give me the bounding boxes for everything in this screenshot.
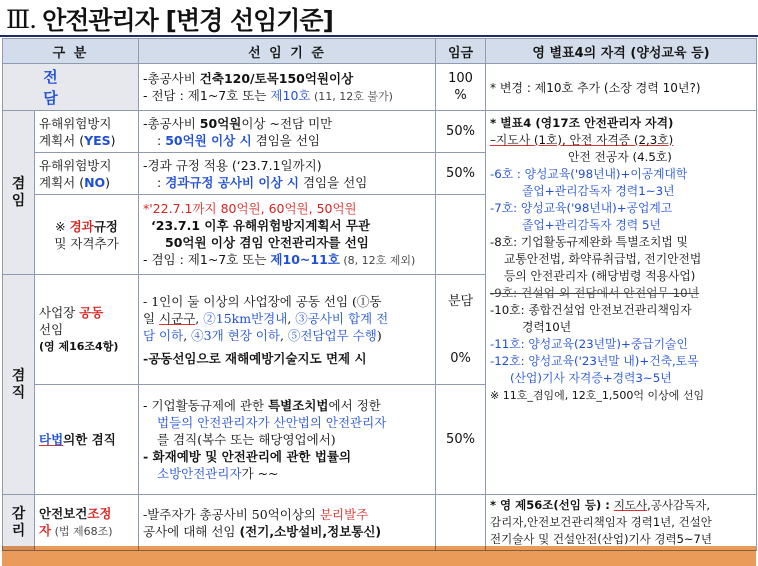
row-supervisor xyxy=(3,495,757,551)
header-category: 구 분 xyxy=(3,39,139,64)
title-text: 안전관리자 [변경 선임기준] xyxy=(42,6,333,35)
criteria-special-law: - 기업활동규제에 관한 특별조치법에서 정한 법들의 안전관리자가 산안법의 안전관리자 를 겸직(복수 또는 해당영업에서) - 화재예방 및 안전관리에 관한 법률의 소방안전관리자가 ~~ xyxy=(139,385,436,495)
header-criteria: 선 임 기 준 xyxy=(139,39,436,64)
label-plan-yes: 유해위험방지 계획서 (YES) xyxy=(35,111,139,153)
criteria-supervisor: -발주자가 총공사비 50억이상의 분리발주 공사에 대해 선임 (전기,소방설비,정보통신) xyxy=(139,495,436,551)
qual-big: * 별표4 (영17조 안전관리자 자격) –지도사 (1호), 안전 자격증 (2,3호) 안전 전공자 (4.5호) -6호 : 양성교육('98년내)+이공계대학 졸업+관리감독자 경력1~3년 -7호: 양성교육('98년내)+공업계고 졸업+관리감독자 경력 5년 -8호: 기업활동규제완화 특별조치법 및 교통안전법, 화약류취급법, 전기안전법 등의 안전관리자 (해당범령 적용사업) -9호: 건설업 외 전담에서 안전업무 10년 -10호: 종합건설업 안전보건관리책임자 경력10년 -11호: 양성교육(23년말)+중급기술인 -12호: 양성교육('23년말 내)+건축,토목 (산업)기사 자격증+경력3~5년 ※ 11호_겸임에, 12호_1,500억 이상에 선임 xyxy=(486,111,757,495)
category-dual: 겸 직 xyxy=(3,275,35,495)
criteria-table xyxy=(2,38,757,551)
wage-plan-yes: 50% xyxy=(436,111,486,153)
row-dedicated xyxy=(3,64,757,111)
row-plan-yes xyxy=(3,111,757,153)
criteria-joint: - 1인이 둘 이상의 사업장에 공동 선임 (①동 일 시군구, ②15km반경내, ③공사비 합계 전 담 이하, ④3개 현장 이하, ⑤전담업무 수행) -공동선임으로 재해예방기술지도 면제 시 xyxy=(139,275,436,385)
label-special-law: 타법의한 겸직 xyxy=(35,385,139,495)
qual-supervisor: * 영 제56조(선임 등) : 지도사,공사감독자, 감리자,안전보건관리책임자 경력1년, 건설안 전기술사 및 건설안전(산업)기사 경력5~7년 xyxy=(486,495,757,551)
label-plan-no: 유해위험방지 계획서 (NO) xyxy=(35,153,139,195)
category-dedicated: 전 담 xyxy=(3,64,139,111)
title-underline xyxy=(0,35,758,37)
wage-special-law: 50% xyxy=(436,385,486,495)
label-supervisor: 안전보건조정 자 (법 제68조) xyxy=(35,495,139,551)
category-concurrent: 겸 임 xyxy=(3,111,35,275)
header-wage: 임금 xyxy=(436,39,486,64)
header-qualification: 영 별표4의 자격 (양성교육 등) xyxy=(486,39,757,64)
criteria-dedicated: -총공사비 건축120/토목150억원이상 - 전담 : 제1~7호 또는 제10호 (11, 12호 불가) xyxy=(139,64,436,111)
label-joint: 사업장 공동 선임 (영 제16조4항) xyxy=(35,275,139,385)
label-transition: ※ 경과규정 및 자격추가 xyxy=(35,195,139,275)
header-row xyxy=(3,39,757,64)
wage-plan-no: 50% xyxy=(436,153,486,195)
section-number: Ⅲ. xyxy=(6,4,37,34)
page-title xyxy=(6,2,333,36)
category-supervisor: 감 리 xyxy=(3,495,35,551)
criteria-transition: *'22.7.1까지 80억원, 60억원, 50억원 ‘23.7.1 이후 유해위험방지계획서 무관 50억원 이상 겸임 안전관리자를 선임 - 겸임 : 제1~7호 또는 제10~11호 (8, 12호 제외) xyxy=(139,195,436,275)
wage-dedicated: 100 % xyxy=(436,64,486,111)
criteria-plan-yes: -총공사비 50억원이상 ~전담 미만 : 50억원 이상 시 겸임을 선임 xyxy=(139,111,436,153)
wage-joint: 분담 0% xyxy=(436,275,486,385)
criteria-plan-no: -경과 규정 적용 (‘23.7.1일까지) : 경과규정 공사비 이상 시 겸임을 선임 xyxy=(139,153,436,195)
qual-dedicated: * 변경 : 제10호 추가 (소장 경력 10년?) xyxy=(486,64,757,111)
